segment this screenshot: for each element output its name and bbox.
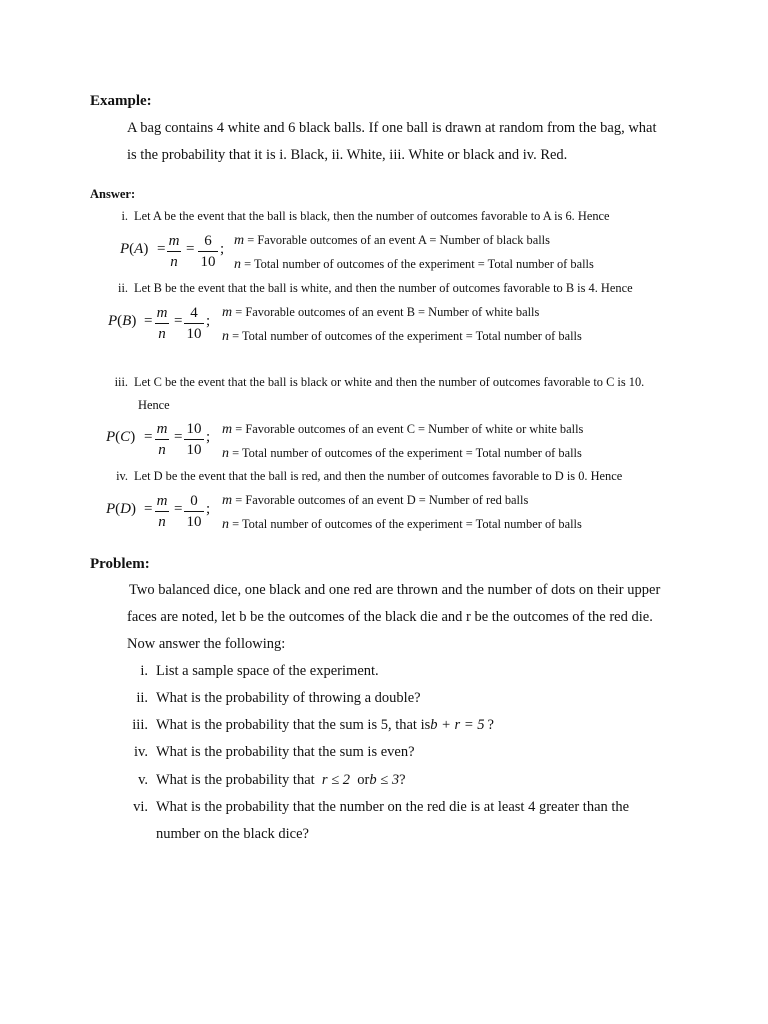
answer-item-3 [100,375,644,390]
answer-item-3-cont: Hence [138,398,170,412]
probability-symbol: P(D) [106,501,137,517]
definitions-c: m = Favorable outcomes of an event C = Number of white or white balls n = Total number of outcomes of the experiment = Total number of balls [222,422,584,461]
formula-c: P(C) = m n = 10 10 ; [106,421,211,458]
answer-numeral: ii. [118,281,128,295]
formula-d: P(D) = m n = 0 10 ; [106,493,211,530]
problem-line-1: Two balanced dice, one black and one red are thrown and the number of dots on their upper [129,582,661,598]
definitions-a: m = Favorable outcomes of an event A = Number of black balls n = Total number of outcomes of the experiment = Total number of balls [234,233,594,272]
problem-item-6: vi. What is the probability that the number on the red die is at least 4 greater than the [133,799,630,815]
problem-item-4: iv. What is the probability that the sum is even? [134,744,415,760]
problem-item-6-cont: number on the black dice? [156,826,309,842]
problem-heading: Problem: [90,556,150,572]
example-line-1: A bag contains 4 white and 6 black balls. If one ball is drawn at random from the bag, what [127,120,657,136]
formula-b: P(B) = m n = 4 10 ; [108,305,211,342]
problem-line-2: faces are noted, let b be the outcomes of the black die and r be the outcomes of the red die. [127,609,653,625]
definitions-b: m = Favorable outcomes of an event B = Number of white balls n = Total number of outcomes of the experiment = Total number of balls [222,305,582,344]
formula-a: P(A) = m n = 6 10 ; [120,233,225,270]
problem-item-1: i. List a sample space of the experiment. [140,663,379,679]
probability-symbol: P(A) [120,241,149,257]
answer-text: Let B be the event that the ball is white, and then the number of outcomes favorable to B is 4. Hence [134,281,633,295]
answer-item-2 [100,281,633,296]
problem-item-3: iii. What is the probability that the sum is 5, that isb + r = 5 ? [132,717,494,733]
answer-numeral: iii. [114,375,128,389]
problem-item-2: ii. What is the probability of throwing a double? [136,690,421,706]
answer-numeral: i. [121,209,128,223]
definitions-d: m = Favorable outcomes of an event D = Number of red balls n = Total number of outcomes of the experiment = Total number of balls [222,493,582,532]
answer-text: Let A be the event that the ball is black, then the number of outcomes favorable to A is 6. Hence [134,209,610,223]
problem-line-3: Now answer the following: [127,636,286,652]
example-line-2: is the probability that it is i. Black, ii. White, iii. White or black and iv. Red. [127,147,568,163]
answer-text: Let D be the event that the ball is red, and then the number of outcomes favorable to D is 0. Hence [134,469,623,483]
problem-item-5: v. What is the probability that r ≤ 2 orb ≤ 3? [138,772,406,788]
answer-text: Let C be the event that the ball is black or white and then the number of outcomes favorable to C is 10. [134,375,645,389]
answer-heading: Answer: [90,187,136,201]
answer-numeral: iv. [116,469,128,483]
probability-symbol: P(B) [108,313,137,329]
answer-item-1 [100,209,610,224]
answer-item-4 [100,469,622,484]
example-heading: Example: [90,93,152,109]
probability-symbol: P(C) [106,429,136,445]
